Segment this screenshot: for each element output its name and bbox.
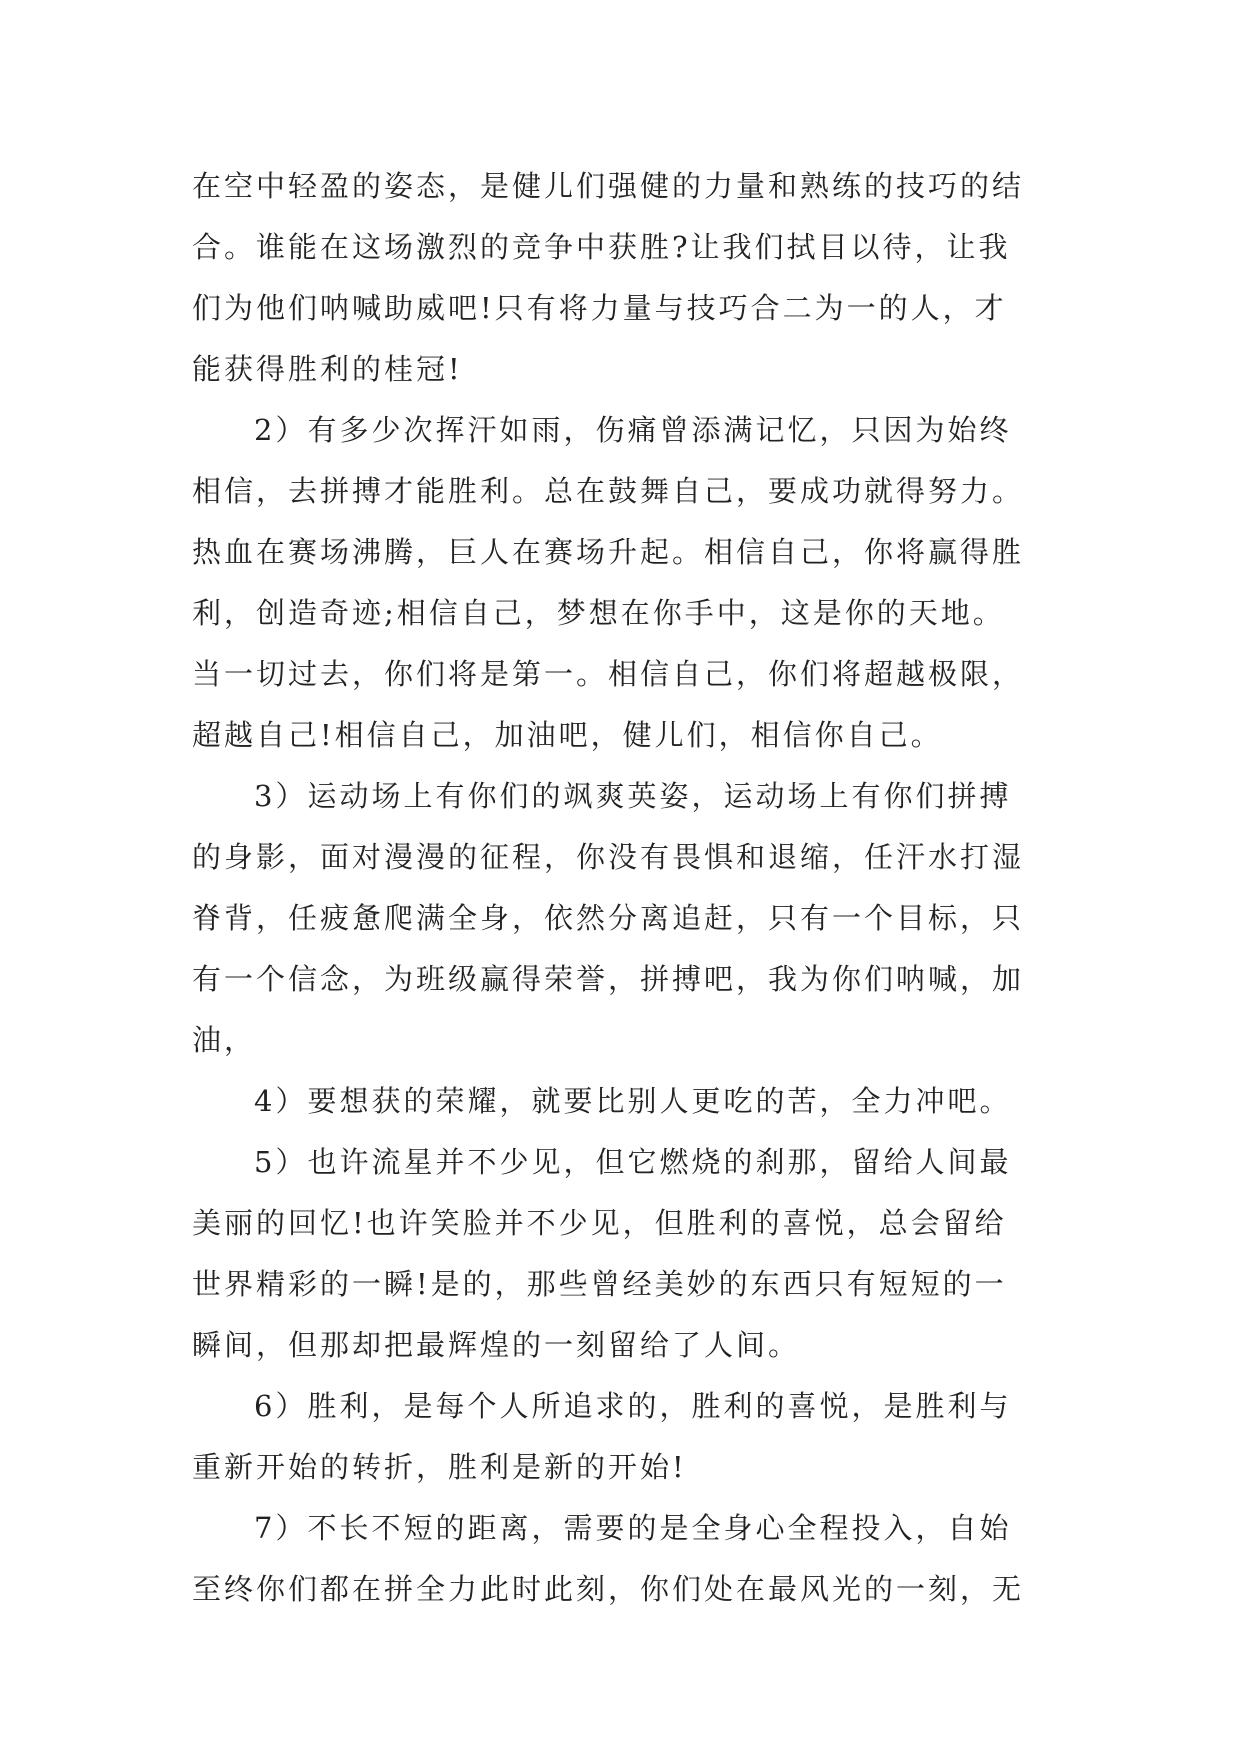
paragraph-item-4 (192, 1071, 1052, 1132)
paragraph-item-3 (192, 766, 1052, 1071)
text-line: 4）要想获的荣耀，就要比别人更吃的苦，全力冲吧。 (254, 1084, 1012, 1118)
text-line: 3）运动场上有你们的飒爽英姿，运动场上有你们拼搏 (254, 779, 1012, 813)
text-line: 超越自己!相信自己，加油吧，健儿们，相信你自己。 (192, 718, 943, 752)
paragraph-item-2 (192, 400, 1052, 766)
text-line: 重新开始的转折，胜利是新的开始! (192, 1450, 687, 1484)
text-line: 瞬间，但那却把最辉煌的一刻留给了人间。 (192, 1328, 801, 1362)
text-line: 利，创造奇迹;相信自己，梦想在你手中，这是你的天地。 (192, 596, 1005, 630)
document-body (192, 156, 1052, 1620)
text-line: 7）不长不短的距离，需要的是全身心全程投入，自始 (254, 1511, 1012, 1545)
text-line: 美丽的回忆!也许笑脸并不少见，但胜利的喜悦，总会留给 (192, 1206, 1007, 1240)
text-line: 至终你们都在拼全力此时此刻，你们处在最风光的一刻，无 (192, 1572, 1025, 1606)
text-line: 世界精彩的一瞬!是的，那些曾经美妙的东西只有短短的一 (192, 1267, 1007, 1301)
text-line: 能获得胜利的桂冠! (192, 352, 463, 386)
text-line: 油， (192, 1023, 257, 1057)
text-line: 6）胜利，是每个人所追求的，胜利的喜悦，是胜利与 (254, 1389, 1012, 1423)
text-line: 有一个信念，为班级赢得荣誉，拼搏吧，我为你们呐喊，加 (192, 962, 1025, 996)
text-line: 5）也许流星并不少见，但它燃烧的刹那，留给人间最 (254, 1145, 1012, 1179)
text-line: 相信，去拼搏才能胜利。总在鼓舞自己，要成功就得努力。 (192, 474, 1025, 508)
paragraph-item-6 (192, 1376, 1052, 1498)
text-line: 在空中轻盈的姿态，是健儿们强健的力量和熟练的技巧的结 (192, 169, 1025, 203)
paragraph-continuation (192, 156, 1052, 400)
text-line: 当一切过去，你们将是第一。相信自己，你们将超越极限， (192, 657, 1025, 691)
paragraph-item-5 (192, 1132, 1052, 1376)
paragraph-item-7 (192, 1498, 1052, 1620)
text-line: 脊背，任疲惫爬满全身，依然分离追赶，只有一个目标，只 (192, 901, 1025, 935)
text-line: 的身影，面对漫漫的征程，你没有畏惧和退缩，任汗水打湿 (192, 840, 1025, 874)
text-line: 2）有多少次挥汗如雨，伤痛曾添满记忆，只因为始终 (254, 413, 1012, 447)
text-line: 热血在赛场沸腾，巨人在赛场升起。相信自己，你将赢得胜 (192, 535, 1025, 569)
text-line: 们为他们呐喊助威吧!只有将力量与技巧合二为一的人，才 (192, 291, 1007, 325)
text-line: 合。谁能在这场激烈的竞争中获胜?让我们拭目以待，让我 (192, 230, 1011, 264)
